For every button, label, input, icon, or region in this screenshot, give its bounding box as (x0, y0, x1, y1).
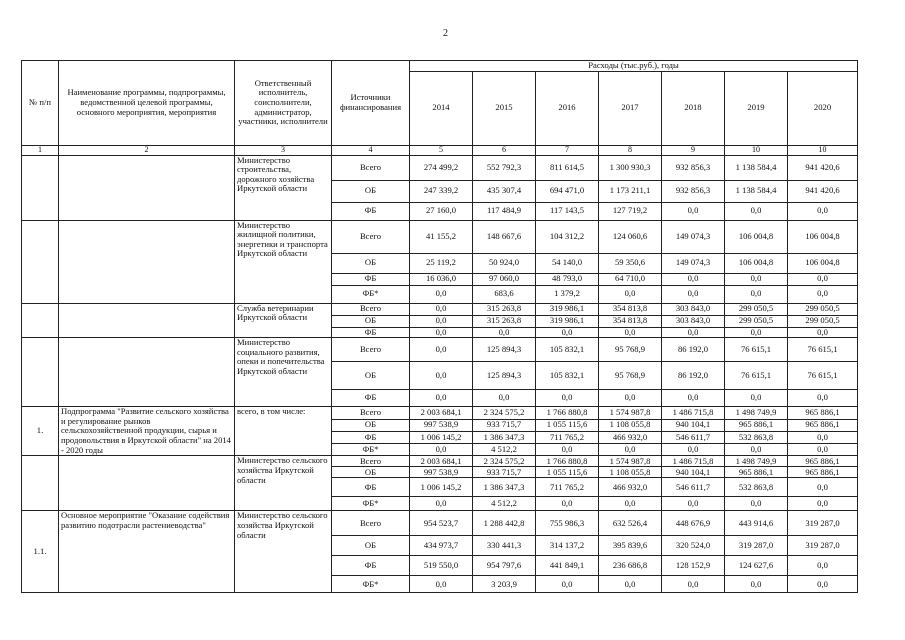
table-row (22, 220, 858, 253)
expense-value: 105 832,1 (536, 362, 599, 390)
item-name (59, 338, 235, 407)
expense-value: 1 574 987,8 (599, 456, 662, 467)
item-name: Основное мероприятие "Оказание содействия развитию подотрасли растениеводства" (59, 511, 235, 593)
column-number: 7 (536, 145, 599, 155)
expense-value: 546 611,7 (662, 431, 725, 443)
expense-value: 117 484,9 (473, 202, 536, 220)
expense-value: 1 055 115,6 (536, 419, 599, 431)
expense-value: 149 074,3 (662, 253, 725, 273)
expense-value: 0,0 (788, 390, 858, 407)
expense-value: 104 312,2 (536, 220, 599, 253)
funding-source: ФБ (332, 273, 410, 285)
expense-value: 1 486 715,8 (662, 407, 725, 419)
expense-value: 128 152,9 (662, 556, 725, 576)
funding-source: ФБ (332, 478, 410, 497)
expense-value: 552 792,3 (473, 155, 536, 180)
expense-value: 0,0 (788, 327, 858, 338)
expense-value: 395 839,6 (599, 536, 662, 556)
column-number: 10 (725, 145, 788, 155)
expense-value: 127 719,2 (599, 202, 662, 220)
funding-source: ОБ (332, 315, 410, 327)
expenditure-table (21, 60, 858, 593)
expense-value: 532 863,8 (725, 478, 788, 497)
item-index: 1.1. (22, 511, 59, 593)
expense-value: 519 550,0 (410, 556, 473, 576)
expense-value: 2 324 575,2 (473, 456, 536, 467)
funding-source: ФБ (332, 556, 410, 576)
expense-value: 443 914,6 (725, 511, 788, 536)
expense-value: 76 615,1 (788, 338, 858, 362)
expense-value: 0,0 (410, 285, 473, 303)
expense-value: 0,0 (788, 478, 858, 497)
expense-value: 319 287,0 (788, 536, 858, 556)
expense-value: 1 574 987,8 (599, 407, 662, 419)
header-year: 2017 (599, 71, 662, 145)
expense-value: 0,0 (725, 576, 788, 593)
expense-value: 755 986,3 (536, 511, 599, 536)
expense-value: 149 074,3 (662, 220, 725, 253)
expense-value: 0,0 (536, 576, 599, 593)
funding-source: ФБ* (332, 444, 410, 456)
item-index (22, 155, 59, 220)
expense-value: 0,0 (536, 497, 599, 511)
column-number: 4 (332, 145, 410, 155)
expense-value: 4 512,2 (473, 444, 536, 456)
column-number: 1 (22, 145, 59, 155)
funding-source: Всего (332, 511, 410, 536)
item-index (22, 338, 59, 407)
expense-value: 1 498 749,9 (725, 407, 788, 419)
header-year: 2014 (410, 71, 473, 145)
expense-value: 2 003 684,1 (410, 407, 473, 419)
item-index: 1. (22, 407, 59, 456)
expense-value: 48 793,0 (536, 273, 599, 285)
header-year: 2016 (536, 71, 599, 145)
expense-value: 97 060,0 (473, 273, 536, 285)
funding-source: ОБ (332, 362, 410, 390)
expense-value: 1 379,2 (536, 285, 599, 303)
expense-value: 25 119,2 (410, 253, 473, 273)
funding-source: Всего (332, 338, 410, 362)
expense-value: 954 797,6 (473, 556, 536, 576)
column-number: 8 (599, 145, 662, 155)
header-year: 2019 (725, 71, 788, 145)
expense-value: 303 843,0 (662, 303, 725, 315)
expense-value: 0,0 (662, 576, 725, 593)
expense-value: 354 813,8 (599, 315, 662, 327)
expense-value: 997 538,9 (410, 467, 473, 478)
header-expenses: Расходы (тыс.руб.), годы (410, 61, 858, 72)
expense-value: 106 004,8 (788, 220, 858, 253)
funding-source: ФБ* (332, 285, 410, 303)
expense-value: 0,0 (662, 390, 725, 407)
expense-value: 303 843,0 (662, 315, 725, 327)
expense-value: 76 615,1 (788, 362, 858, 390)
expense-value: 0,0 (725, 327, 788, 338)
expense-value: 940 104,1 (662, 467, 725, 478)
expense-value: 320 524,0 (662, 536, 725, 556)
header-year: 2015 (473, 71, 536, 145)
expense-value: 954 523,7 (410, 511, 473, 536)
expense-value: 274 499,2 (410, 155, 473, 180)
expense-value: 448 676,9 (662, 511, 725, 536)
expense-value: 319 986,1 (536, 303, 599, 315)
expense-value: 4 512,2 (473, 497, 536, 511)
item-name (59, 155, 235, 220)
expense-value: 16 036,0 (410, 273, 473, 285)
expense-value: 0,0 (662, 497, 725, 511)
expense-value: 0,0 (725, 497, 788, 511)
funding-source: ФБ (332, 431, 410, 443)
expense-value: 0,0 (725, 202, 788, 220)
header-year: 2018 (662, 71, 725, 145)
expense-value: 965 886,1 (725, 419, 788, 431)
funding-source: ОБ (332, 253, 410, 273)
expense-value: 933 715,7 (473, 467, 536, 478)
expense-value: 940 104,1 (662, 419, 725, 431)
item-index (22, 220, 59, 303)
expense-value: 41 155,2 (410, 220, 473, 253)
expense-value: 1 055 115,6 (536, 467, 599, 478)
expense-value: 0,0 (788, 556, 858, 576)
responsible-executor: Министерство жилищной политики, энергетики и транспорта Иркутской области (235, 220, 332, 303)
expense-value: 315 263,8 (473, 303, 536, 315)
funding-source: ОБ (332, 180, 410, 202)
expense-value: 0,0 (473, 390, 536, 407)
item-name (59, 220, 235, 303)
expense-value: 546 611,7 (662, 478, 725, 497)
expense-value: 932 856,3 (662, 180, 725, 202)
expense-value: 299 050,5 (725, 315, 788, 327)
expense-value: 434 973,7 (410, 536, 473, 556)
expense-value: 0,0 (410, 315, 473, 327)
expense-value: 1 173 211,1 (599, 180, 662, 202)
expense-value: 466 932,0 (599, 431, 662, 443)
expense-value: 1 300 930,3 (599, 155, 662, 180)
funding-source: ФБ (332, 390, 410, 407)
expense-value: 315 263,8 (473, 315, 536, 327)
expense-value: 0,0 (410, 444, 473, 456)
expense-value: 811 614,5 (536, 155, 599, 180)
expense-value: 86 192,0 (662, 338, 725, 362)
expense-value: 27 160,0 (410, 202, 473, 220)
expense-value: 1 766 880,8 (536, 407, 599, 419)
header-name: Наименование программы, подпрограммы, ведомственной целевой программы, основного мероприятия, мероприятия (59, 61, 235, 146)
expense-value: 0,0 (599, 285, 662, 303)
expense-value: 106 004,8 (788, 253, 858, 273)
funding-source: Всего (332, 155, 410, 180)
expense-value: 1 386 347,3 (473, 478, 536, 497)
expense-value: 1 006 145,2 (410, 478, 473, 497)
expense-value: 299 050,5 (725, 303, 788, 315)
expense-value: 0,0 (662, 273, 725, 285)
responsible-executor: всего, в том числе: (235, 407, 332, 456)
expense-value: 124 627,6 (725, 556, 788, 576)
expense-value: 124 060,6 (599, 220, 662, 253)
expense-value: 0,0 (599, 497, 662, 511)
expense-value: 532 863,8 (725, 431, 788, 443)
column-number: 6 (473, 145, 536, 155)
expense-value: 1 498 749,9 (725, 456, 788, 467)
expense-value: 105 832,1 (536, 338, 599, 362)
expense-value: 0,0 (473, 327, 536, 338)
expense-value: 54 140,0 (536, 253, 599, 273)
expense-value: 965 886,1 (788, 407, 858, 419)
expense-value: 1 108 055,8 (599, 467, 662, 478)
expense-value: 86 192,0 (662, 362, 725, 390)
expense-value: 64 710,0 (599, 273, 662, 285)
expense-value: 1 138 584,4 (725, 155, 788, 180)
expense-value: 148 667,6 (473, 220, 536, 253)
expense-value: 0,0 (725, 285, 788, 303)
expense-value: 941 420,6 (788, 155, 858, 180)
responsible-executor: Министерство сельского хозяйства Иркутской области (235, 456, 332, 511)
expense-value: 711 765,2 (536, 478, 599, 497)
funding-source: ОБ (332, 467, 410, 478)
expense-value: 354 813,8 (599, 303, 662, 315)
table-row (22, 407, 858, 419)
expense-value: 0,0 (725, 273, 788, 285)
expense-value: 0,0 (410, 576, 473, 593)
expense-value: 965 886,1 (788, 456, 858, 467)
column-number: 10 (788, 145, 858, 155)
expense-value: 0,0 (662, 327, 725, 338)
funding-source: ОБ (332, 536, 410, 556)
column-number: 3 (235, 145, 332, 155)
expense-value: 0,0 (788, 444, 858, 456)
expense-value: 965 886,1 (788, 419, 858, 431)
expense-value: 50 924,0 (473, 253, 536, 273)
expense-value: 3 203,9 (473, 576, 536, 593)
responsible-executor: Министерство сельского хозяйства Иркутской области (235, 511, 332, 593)
expense-value: 59 350,6 (599, 253, 662, 273)
expense-value: 0,0 (536, 390, 599, 407)
expense-value: 0,0 (725, 444, 788, 456)
item-name (59, 456, 235, 511)
responsible-executor: Служба ветеринарии Иркутской области (235, 303, 332, 338)
expense-value: 0,0 (725, 390, 788, 407)
expense-value: 965 886,1 (725, 467, 788, 478)
expense-value: 0,0 (788, 285, 858, 303)
expense-value: 76 615,1 (725, 362, 788, 390)
expense-value: 694 471,0 (536, 180, 599, 202)
expense-value: 299 050,5 (788, 315, 858, 327)
expense-value: 1 288 442,8 (473, 511, 536, 536)
expense-value: 106 004,8 (725, 253, 788, 273)
expense-value: 0,0 (788, 273, 858, 285)
item-name (59, 303, 235, 338)
expense-value: 0,0 (599, 327, 662, 338)
expense-value: 95 768,9 (599, 338, 662, 362)
item-index (22, 456, 59, 511)
header-responsible: Ответственный исполнитель, соисполнители, администратор, участники, исполнители (235, 61, 332, 146)
funding-source: ФБ* (332, 497, 410, 511)
expense-value: 0,0 (599, 390, 662, 407)
funding-source: Всего (332, 303, 410, 315)
column-number: 9 (662, 145, 725, 155)
expense-value: 2 324 575,2 (473, 407, 536, 419)
expense-value: 441 849,1 (536, 556, 599, 576)
expense-value: 299 050,5 (788, 303, 858, 315)
expense-value: 2 003 684,1 (410, 456, 473, 467)
responsible-executor: Министерство социального развития, опеки и попечительства Иркутской области (235, 338, 332, 407)
expense-value: 683,6 (473, 285, 536, 303)
expense-value: 0,0 (788, 497, 858, 511)
table-row (22, 338, 858, 362)
expense-value: 247 339,2 (410, 180, 473, 202)
item-name: Подпрограмма "Развитие сельского хозяйства и регулирование рынков сельскохозяйственной продукции, сырья и продовольствия в Иркутской области" на 2014 - 2020 годы (59, 407, 235, 456)
expense-value: 941 420,6 (788, 180, 858, 202)
expense-value: 117 143,5 (536, 202, 599, 220)
expense-value: 236 686,8 (599, 556, 662, 576)
expense-value: 0,0 (788, 576, 858, 593)
funding-source: ФБ (332, 327, 410, 338)
funding-source: ФБ* (332, 576, 410, 593)
expense-value: 965 886,1 (788, 467, 858, 478)
expense-value: 711 765,2 (536, 431, 599, 443)
column-number: 5 (410, 145, 473, 155)
table-row (22, 511, 858, 536)
expense-value: 997 538,9 (410, 419, 473, 431)
expense-value: 125 894,3 (473, 362, 536, 390)
header-source: Источники финансирования (332, 61, 410, 146)
expense-value: 319 986,1 (536, 315, 599, 327)
expense-value: 0,0 (410, 497, 473, 511)
expense-value: 0,0 (662, 285, 725, 303)
expense-value: 932 856,3 (662, 155, 725, 180)
expense-value: 0,0 (788, 202, 858, 220)
table-row (22, 456, 858, 467)
expense-value: 1 486 715,8 (662, 456, 725, 467)
expense-value: 0,0 (536, 444, 599, 456)
expense-value: 95 768,9 (599, 362, 662, 390)
expense-value: 0,0 (599, 576, 662, 593)
expense-value: 1 006 145,2 (410, 431, 473, 443)
expense-value: 0,0 (599, 444, 662, 456)
header-no: № п/п (22, 61, 59, 146)
expense-value: 330 441,3 (473, 536, 536, 556)
expense-value: 125 894,3 (473, 338, 536, 362)
funding-source: ФБ (332, 202, 410, 220)
expense-value: 466 932,0 (599, 478, 662, 497)
table-row (22, 303, 858, 315)
expense-value: 106 004,8 (725, 220, 788, 253)
responsible-executor: Министерство строительства, дорожного хозяйства Иркутской области (235, 155, 332, 220)
expense-value: 1 386 347,3 (473, 431, 536, 443)
expense-value: 0,0 (788, 431, 858, 443)
table-row (22, 155, 858, 180)
item-index (22, 303, 59, 338)
funding-source: Всего (332, 220, 410, 253)
expense-value: 76 615,1 (725, 338, 788, 362)
expense-value: 435 307,4 (473, 180, 536, 202)
expense-value: 314 137,2 (536, 536, 599, 556)
expense-value: 1 108 055,8 (599, 419, 662, 431)
funding-source: Всего (332, 407, 410, 419)
expense-value: 1 766 880,8 (536, 456, 599, 467)
funding-source: Всего (332, 456, 410, 467)
funding-source: ОБ (332, 419, 410, 431)
expense-value: 0,0 (536, 327, 599, 338)
expense-value: 0,0 (410, 338, 473, 362)
expense-value: 319 287,0 (725, 536, 788, 556)
expense-value: 0,0 (410, 362, 473, 390)
expense-value: 933 715,7 (473, 419, 536, 431)
expense-value: 1 138 584,4 (725, 180, 788, 202)
expense-value: 319 287,0 (788, 511, 858, 536)
expense-value: 0,0 (662, 202, 725, 220)
expense-value: 0,0 (410, 303, 473, 315)
expense-value: 0,0 (662, 444, 725, 456)
expense-value: 632 526,4 (599, 511, 662, 536)
header-year: 2020 (788, 71, 858, 145)
expense-value: 0,0 (410, 390, 473, 407)
column-number: 2 (59, 145, 235, 155)
expense-value: 0,0 (410, 327, 473, 338)
page-number: 2 (443, 28, 448, 39)
